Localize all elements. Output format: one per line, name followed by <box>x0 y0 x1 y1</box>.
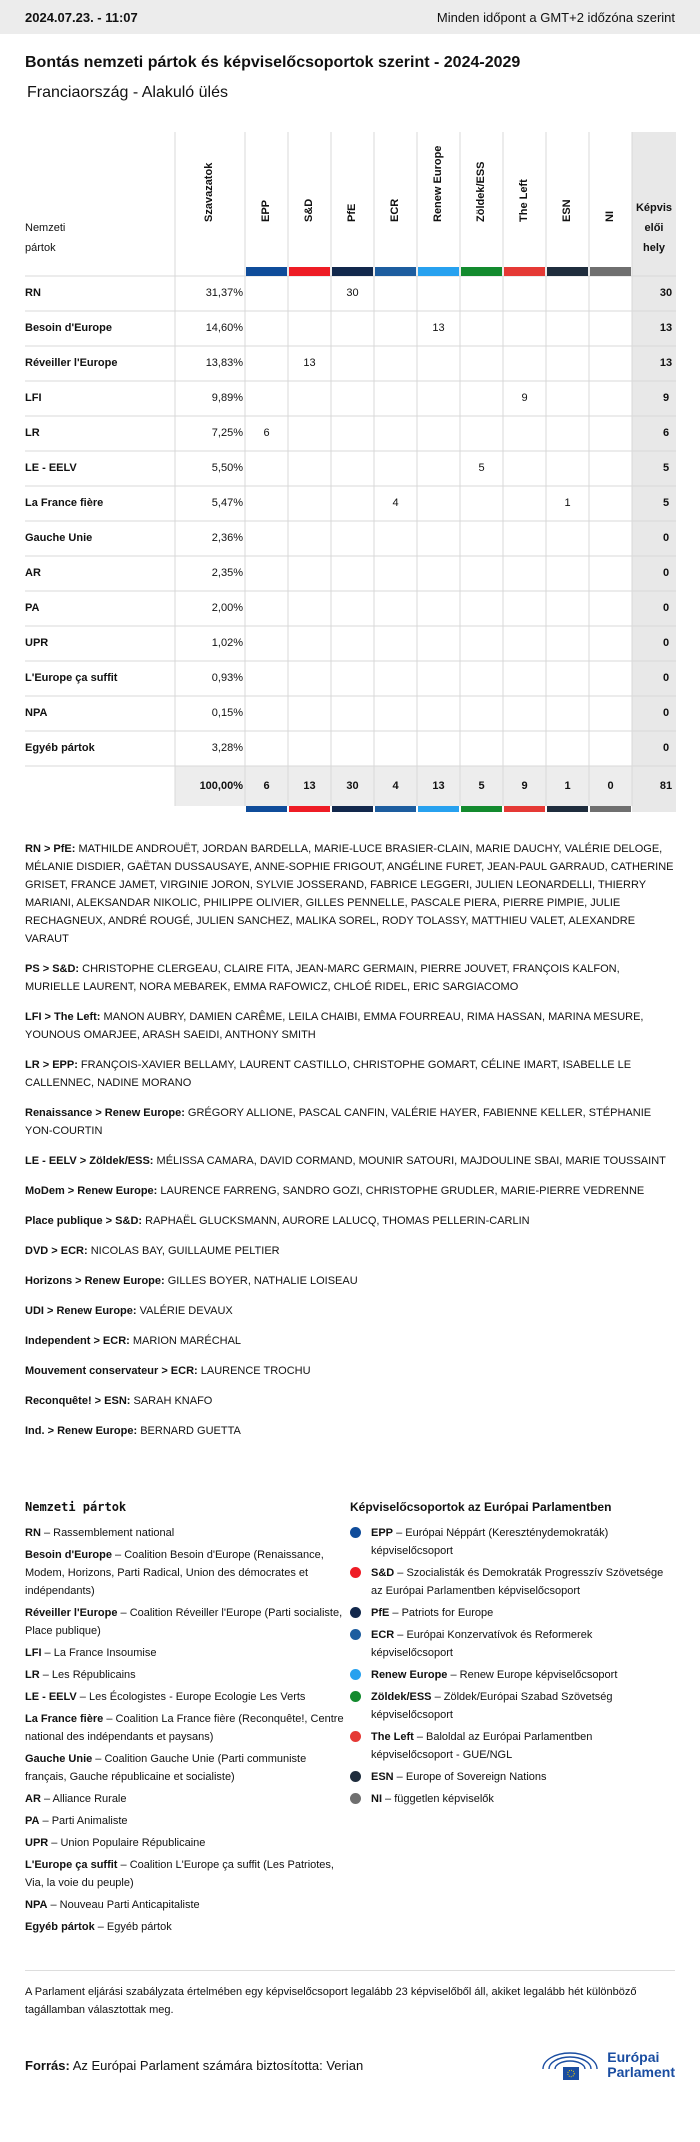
note-key: LR > EPP: <box>25 1059 78 1071</box>
note-item <box>25 840 675 948</box>
group-color-band <box>246 267 287 276</box>
party-column-header: pártok <box>25 242 56 254</box>
table-row-total-seats: 13 <box>659 322 673 334</box>
group-header: PfE <box>345 203 358 222</box>
note-key: Mouvement conservateur > ECR: <box>25 1365 198 1377</box>
footer <box>25 2047 675 2083</box>
legend-party-abbr: L'Europe ça suffit <box>25 1859 118 1871</box>
table-row-party: AR <box>25 567 41 579</box>
note-key: Independent > ECR: <box>25 1335 130 1347</box>
group-header: The Left <box>517 179 530 222</box>
logo-line2: Parlament <box>607 2064 675 2080</box>
source-text: Az Európai Parlament számára biztosította: Verian <box>72 2057 364 2073</box>
legend-group-name: – független képviselők <box>382 1793 494 1805</box>
legend-party-name: – Les Républicains <box>39 1669 136 1681</box>
legend-party-name: – La France Insoumise <box>41 1647 157 1659</box>
legend-group-item <box>350 1626 675 1662</box>
table-row-party: LFI <box>25 392 42 404</box>
legend-party-abbr: LR <box>25 1669 40 1681</box>
timezone-note: Minden időpont a GMT+2 időzóna szerint <box>436 9 675 25</box>
legend-party-name: – Union Populaire Républicaine <box>48 1837 206 1849</box>
legend-group-name: – Európai Konzervatívok és Reformerek képviselőcsoport <box>371 1629 593 1659</box>
legend-group-abbr: EPP <box>371 1527 394 1539</box>
legend-party-name: – Les Écologistes - Europe Ecologie Les Verts <box>76 1691 306 1703</box>
group-color-band <box>547 267 588 276</box>
legend-party-name: – Coalition Réveiller l'Europe (Parti socialiste, Place publique) <box>25 1607 343 1637</box>
group-color-dot-icon <box>350 1691 361 1702</box>
totals-seats: 81 <box>659 780 673 792</box>
votes-column-header: Szavazatok <box>203 162 215 222</box>
seats-column-header: Képvis <box>635 202 673 214</box>
legend-group-item <box>350 1564 675 1600</box>
table-row-party: NPA <box>25 707 48 719</box>
legend-group-abbr: ESN <box>371 1771 394 1783</box>
legend-party-abbr: La France fière <box>25 1713 104 1725</box>
legend-group-item <box>350 1666 675 1684</box>
note-item <box>25 1332 675 1350</box>
table-row-party: LR <box>25 427 40 439</box>
table-row-group-seats: 5 <box>478 462 485 474</box>
group-color-band-bottom <box>375 806 416 812</box>
group-color-band-bottom <box>332 806 373 812</box>
note-item <box>25 960 675 996</box>
seats-column-header: hely <box>642 242 665 254</box>
results-table <box>0 132 700 812</box>
note-key: PS > S&D: <box>25 963 80 975</box>
legend-party-item <box>25 1856 350 1892</box>
legend-groups <box>350 1500 675 1940</box>
note-members: MATHILDE ANDROUËT, JORDAN BARDELLA, MARIE-LUCE BRASIER-CLAIN, MARIE DAUCHY, VALÉRIE DELOGE, MÉLANIE DISDIER, GAËTAN DUSSAUSAYE, ANNE-SOPHIE FRIGOUT, ANGÉLINE FURET, JEAN-PAUL GARRAUD, CATHERINE GRISET, FRANCE JAMET, VIRGINIE JORON, SYLVIE JOSSERAND, FABRICE LEGGERI, JULIEN LEONARDELLI, THIERRY MARIANI, ALEKSANDAR NIKOLIC, PHILIPPE OLIVIER, GILLES PENNELLE, PASCALE PIERA, PIERRE PIMPIE, JULIE RECHAGNEUX, ANDRÉ ROUGÉ, JULIEN SANCHEZ, MALIKA SOREL, RODY TOLASSY, MATTHIEU VALET, ALEXANDRE VARAUT <box>25 843 674 945</box>
table-row-votes: 5,50% <box>211 462 243 474</box>
note-members: LAURENCE FARRENG, SANDRO GOZI, CHRISTOPHE GRUDLER, MARIE-PIERRE VEDRENNE <box>157 1185 645 1197</box>
page-title: Bontás nemzeti pártok és képviselőcsoportok szerint - 2024-2029 <box>25 54 521 71</box>
note-item <box>25 1362 675 1380</box>
group-color-band-bottom <box>289 806 330 812</box>
table-row-total-seats: 6 <box>662 427 670 439</box>
table-row-total-seats: 0 <box>662 602 670 614</box>
legend-party-name: – Coalition L'Europe ça suffit (Les Patriotes, Via, la voie du peuple) <box>25 1859 334 1889</box>
table-row-party: RN <box>25 287 41 299</box>
note-members: MANON AUBRY, DAMIEN CARÊME, LEILA CHAIBI, EMMA FOURREAU, RIMA HASSAN, MARINA MESURE, YOUNOUS OMARJEE, ARASH SAEIDI, ANTHONY SMITH <box>25 1011 644 1041</box>
legend-group-abbr: PfE <box>371 1607 390 1619</box>
group-color-dot-icon <box>350 1669 361 1680</box>
note-item <box>25 1302 675 1320</box>
totals-group-seats: 4 <box>392 780 399 792</box>
table-row-party: LE - EELV <box>25 462 77 474</box>
legend-party-abbr: PA <box>25 1815 40 1827</box>
top-bar <box>0 0 700 34</box>
legend-party-abbr: RN <box>25 1527 41 1539</box>
table-row-total-seats: 0 <box>662 532 670 544</box>
table-row-party: Egyéb pártok <box>25 742 95 754</box>
member-notes <box>25 840 675 1440</box>
table-row-votes: 5,47% <box>211 497 243 509</box>
legend-group-name: – Zöldek/Európai Szabad Szövetség képviselőcsoport <box>371 1691 613 1721</box>
legend-party-item <box>25 1604 350 1640</box>
table-row-total-seats: 0 <box>662 707 670 719</box>
note-key: LFI > The Left: <box>25 1011 101 1023</box>
legend-party-abbr: LE - EELV <box>25 1691 77 1703</box>
table-row-votes: 14,60% <box>205 322 243 334</box>
legend-party-item <box>25 1666 350 1684</box>
note-members: CHRISTOPHE CLERGEAU, CLAIRE FITA, JEAN-MARC GERMAIN, PIERRE JOUVET, FRANÇOIS KALFON, MURIELLE LAURENT, NORA MEBAREK, EMMA RAFOWICZ, CHLOÉ RIDEL, ERIC SARGIACOMO <box>25 963 620 993</box>
table-row-total-seats: 0 <box>662 637 670 649</box>
note-item <box>25 1008 675 1044</box>
note-item <box>25 1272 675 1290</box>
note-item <box>25 1182 675 1200</box>
table-row-votes: 0,93% <box>211 672 243 684</box>
group-color-dot-icon <box>350 1567 361 1578</box>
seats-column-header: elői <box>644 222 664 234</box>
note-key: Horizons > Renew Europe: <box>25 1275 165 1287</box>
legend-party-abbr: Réveiller l'Europe <box>25 1607 118 1619</box>
note-key: RN > PfE: <box>25 843 76 855</box>
legend-party-item <box>25 1644 350 1662</box>
table-row-party: Gauche Unie <box>25 532 93 544</box>
footnote: A Parlament eljárási szabályzata értelmében egy képviselőcsoport legalább 23 képviselőből áll, akiket legalább hét különböző tagállamban választottak meg. <box>25 1970 675 2019</box>
legend-group-abbr: S&D <box>371 1567 395 1579</box>
note-item <box>25 1104 675 1140</box>
legend-party-abbr: Egyéb pártok <box>25 1921 95 1933</box>
note-key: LE - EELV > Zöldek/ESS: <box>25 1155 154 1167</box>
group-color-dot-icon <box>350 1527 361 1538</box>
group-header: Zöldek/ESS <box>474 161 487 222</box>
note-key: MoDem > Renew Europe: <box>25 1185 158 1197</box>
note-members: LAURENCE TROCHU <box>197 1365 311 1377</box>
table-row-party: Besoin d'Europe <box>25 322 112 334</box>
table-row-votes: 9,89% <box>211 392 243 404</box>
legend-party-name: – Nouveau Parti Anticapitaliste <box>47 1899 200 1911</box>
group-color-band <box>504 267 545 276</box>
table-row-votes: 0,15% <box>211 707 243 719</box>
table-row-votes: 2,00% <box>211 602 243 614</box>
note-key: UDI > Renew Europe: <box>25 1305 137 1317</box>
legend-party-abbr: Gauche Unie <box>25 1753 93 1765</box>
legend-party-item <box>25 1918 350 1936</box>
legend-group-item <box>350 1524 675 1560</box>
group-color-dot-icon <box>350 1771 361 1782</box>
table-row-group-seats: 9 <box>521 392 528 404</box>
table-row-total-seats: 13 <box>659 357 673 369</box>
legend-party-abbr: NPA <box>25 1899 48 1911</box>
totals-group-seats: 0 <box>607 780 614 792</box>
note-item <box>25 1212 675 1230</box>
table-row-votes: 2,36% <box>211 532 243 544</box>
legend-party-item <box>25 1812 350 1830</box>
table-row-votes: 13,83% <box>205 357 243 369</box>
legend-party-name: – Parti Animaliste <box>39 1815 128 1827</box>
note-key: Place publique > S&D: <box>25 1215 143 1227</box>
group-color-band-bottom <box>547 806 588 812</box>
table-row-group-seats: 4 <box>392 497 399 509</box>
group-header: Renew Europe <box>431 145 444 222</box>
legend-party-abbr: LFI <box>25 1647 42 1659</box>
legend-party-name: – Coalition Besoin d'Europe (Renaissance, Modem, Horizons, Parti Radical, Union des démocrates et indépendants) <box>25 1549 324 1597</box>
table-row-votes: 1,02% <box>211 637 243 649</box>
group-color-band <box>332 267 373 276</box>
note-members: GRÉGORY ALLIONE, PASCAL CANFIN, VALÉRIE HAYER, FABIENNE KELLER, STÉPHANIE YON-COURTIN <box>25 1107 652 1137</box>
legend-group-abbr: ECR <box>371 1629 395 1641</box>
legend-group-name: – Szocialisták és Demokraták Progresszív Szövetsége az Európai Parlamentben képviselőcsoport <box>371 1567 664 1597</box>
note-members: VALÉRIE DEVAUX <box>136 1305 233 1317</box>
table-row-votes: 7,25% <box>211 427 243 439</box>
group-color-band-bottom <box>418 806 459 812</box>
legend <box>25 1500 675 1940</box>
table-row-party: PA <box>25 602 40 614</box>
table-row-total-seats: 0 <box>662 742 670 754</box>
totals-group-seats: 6 <box>263 780 270 792</box>
legend-group-name: – Európai Néppárt (Kereszténydemokraták) képviselőcsoport <box>371 1527 609 1557</box>
totals-group-seats: 9 <box>521 780 528 792</box>
note-members: NICOLAS BAY, GUILLAUME PELTIER <box>87 1245 280 1257</box>
group-color-band-bottom <box>461 806 502 812</box>
note-key: Renaissance > Renew Europe: <box>25 1107 185 1119</box>
table-row-total-seats: 5 <box>662 497 670 509</box>
table-row-party: UPR <box>25 637 49 649</box>
note-members: GILLES BOYER, NATHALIE LOISEAU <box>164 1275 358 1287</box>
legend-party-item <box>25 1834 350 1852</box>
legend-group-item <box>350 1604 675 1622</box>
legend-party-abbr: Besoin d'Europe <box>25 1549 112 1561</box>
legend-group-abbr: The Left <box>371 1731 414 1743</box>
group-color-dot-icon <box>350 1629 361 1640</box>
legend-group-item <box>350 1728 675 1764</box>
legend-group-abbr: Zöldek/ESS <box>371 1691 432 1703</box>
legend-group-abbr: NI <box>371 1793 382 1805</box>
table-row-total-seats: 9 <box>662 392 670 404</box>
logo-text <box>607 2050 675 2080</box>
legend-group-item <box>350 1688 675 1724</box>
timestamp: 2024.07.23. - 11:07 <box>25 9 138 25</box>
note-members: RAPHAËL GLUCKSMANN, AURORE LALUCQ, THOMAS PELLERIN-CARLIN <box>142 1215 530 1227</box>
legend-parties <box>25 1500 350 1940</box>
table-row-group-seats: 30 <box>346 287 359 299</box>
legend-group-name: – Renew Europe képviselőcsoport <box>447 1669 618 1681</box>
legend-party-name: – Coalition La France fière (Reconquête!, Centre national des indépendants et paysans) <box>25 1713 344 1743</box>
legend-party-name: – Alliance Rurale <box>40 1793 127 1805</box>
legend-parties-title: Nemzeti pártok <box>25 1500 127 1514</box>
table-grid <box>0 132 700 812</box>
group-color-band <box>418 267 459 276</box>
page-subtitle: Franciaország - Alakuló ülés <box>27 84 228 101</box>
legend-group-name: – Europe of Sovereign Nations <box>393 1771 547 1783</box>
group-header: ECR <box>388 198 401 222</box>
note-key: Reconquête! > ESN: <box>25 1395 131 1407</box>
totals-votes: 100,00% <box>199 780 243 792</box>
note-members: FRANÇOIS-XAVIER BELLAMY, LAURENT CASTILLO, CHRISTOPHE GOMART, CÉLINE IMART, ISABELLE LE CALLENNEC, NADINE MORANO <box>25 1059 632 1089</box>
table-row-party: La France fière <box>25 497 104 509</box>
note-members: MARION MARÉCHAL <box>129 1335 242 1347</box>
note-key: Ind. > Renew Europe: <box>25 1425 138 1437</box>
table-row-group-seats: 6 <box>263 427 270 439</box>
legend-party-item <box>25 1710 350 1746</box>
legend-party-item <box>25 1688 350 1706</box>
legend-party-item <box>25 1546 350 1600</box>
table-row-total-seats: 30 <box>659 287 673 299</box>
table-row-party: L'Europe ça suffit <box>25 672 118 684</box>
legend-party-name: – Coalition Gauche Unie (Parti communiste français, Gauche républicaine et socialiste) <box>25 1753 307 1783</box>
group-color-dot-icon <box>350 1793 361 1804</box>
legend-party-item <box>25 1790 350 1808</box>
totals-group-seats: 13 <box>303 780 316 792</box>
table-row-votes: 2,35% <box>211 567 243 579</box>
legend-party-abbr: AR <box>25 1793 41 1805</box>
legend-group-name: – Patriots for Europe <box>389 1607 494 1619</box>
totals-group-seats: 13 <box>432 780 445 792</box>
totals-group-seats: 1 <box>564 780 571 792</box>
legend-party-name: – Rassemblement national <box>40 1527 175 1539</box>
group-color-dot-icon <box>350 1731 361 1742</box>
source-label: Forrás: <box>25 2057 70 2073</box>
group-header: NI <box>603 211 616 222</box>
note-item <box>25 1152 675 1170</box>
group-header: ESN <box>560 199 573 222</box>
group-color-band <box>289 267 330 276</box>
ep-logo <box>539 2047 675 2083</box>
legend-group-abbr: Renew Europe <box>371 1669 448 1681</box>
totals-group-seats: 5 <box>478 780 485 792</box>
legend-party-item <box>25 1896 350 1914</box>
parliament-icon <box>539 2047 601 2083</box>
group-header: EPP <box>259 199 272 222</box>
group-color-band-bottom <box>590 806 631 812</box>
logo-line1: Európai <box>607 2049 660 2065</box>
group-color-dot-icon <box>350 1607 361 1618</box>
note-item <box>25 1422 675 1440</box>
table-row-total-seats: 0 <box>662 567 670 579</box>
table-row-party: Réveiller l'Europe <box>25 357 118 369</box>
group-color-band <box>590 267 631 276</box>
legend-group-item <box>350 1790 675 1808</box>
table-row-votes: 31,37% <box>205 287 243 299</box>
legend-party-name: – Egyéb pártok <box>94 1921 172 1933</box>
group-color-band <box>461 267 502 276</box>
party-column-header: Nemzeti <box>25 222 66 234</box>
group-color-band-bottom <box>246 806 287 812</box>
note-members: MÉLISSA CAMARA, DAVID CORMAND, MOUNIR SATOURI, MAJDOULINE SBAI, MARIE TOUSSAINT <box>153 1155 666 1167</box>
legend-party-item <box>25 1524 350 1542</box>
note-members: SARAH KNAFO <box>130 1395 213 1407</box>
table-row-group-seats: 13 <box>303 357 316 369</box>
group-color-band <box>375 267 416 276</box>
source <box>25 2058 363 2073</box>
table-row-total-seats: 0 <box>662 672 670 684</box>
legend-group-item <box>350 1768 675 1786</box>
table-row-votes: 3,28% <box>211 742 243 754</box>
note-item <box>25 1392 675 1410</box>
table-row-group-seats: 1 <box>564 497 571 509</box>
note-key: DVD > ECR: <box>25 1245 88 1257</box>
legend-group-name: – Baloldal az Európai Parlamentben képviselőcsoport - GUE/NGL <box>371 1731 593 1761</box>
legend-party-abbr: UPR <box>25 1837 49 1849</box>
table-row-group-seats: 13 <box>432 322 445 334</box>
legend-party-item <box>25 1750 350 1786</box>
group-color-band-bottom <box>504 806 545 812</box>
note-item <box>25 1242 675 1260</box>
note-item <box>25 1056 675 1092</box>
totals-group-seats: 30 <box>346 780 359 792</box>
group-header: S&D <box>302 198 315 222</box>
legend-groups-title: Képviselőcsoportok az Európai Parlamentben <box>350 1500 612 1514</box>
table-row-total-seats: 5 <box>662 462 670 474</box>
note-members: BERNARD GUETTA <box>137 1425 241 1437</box>
